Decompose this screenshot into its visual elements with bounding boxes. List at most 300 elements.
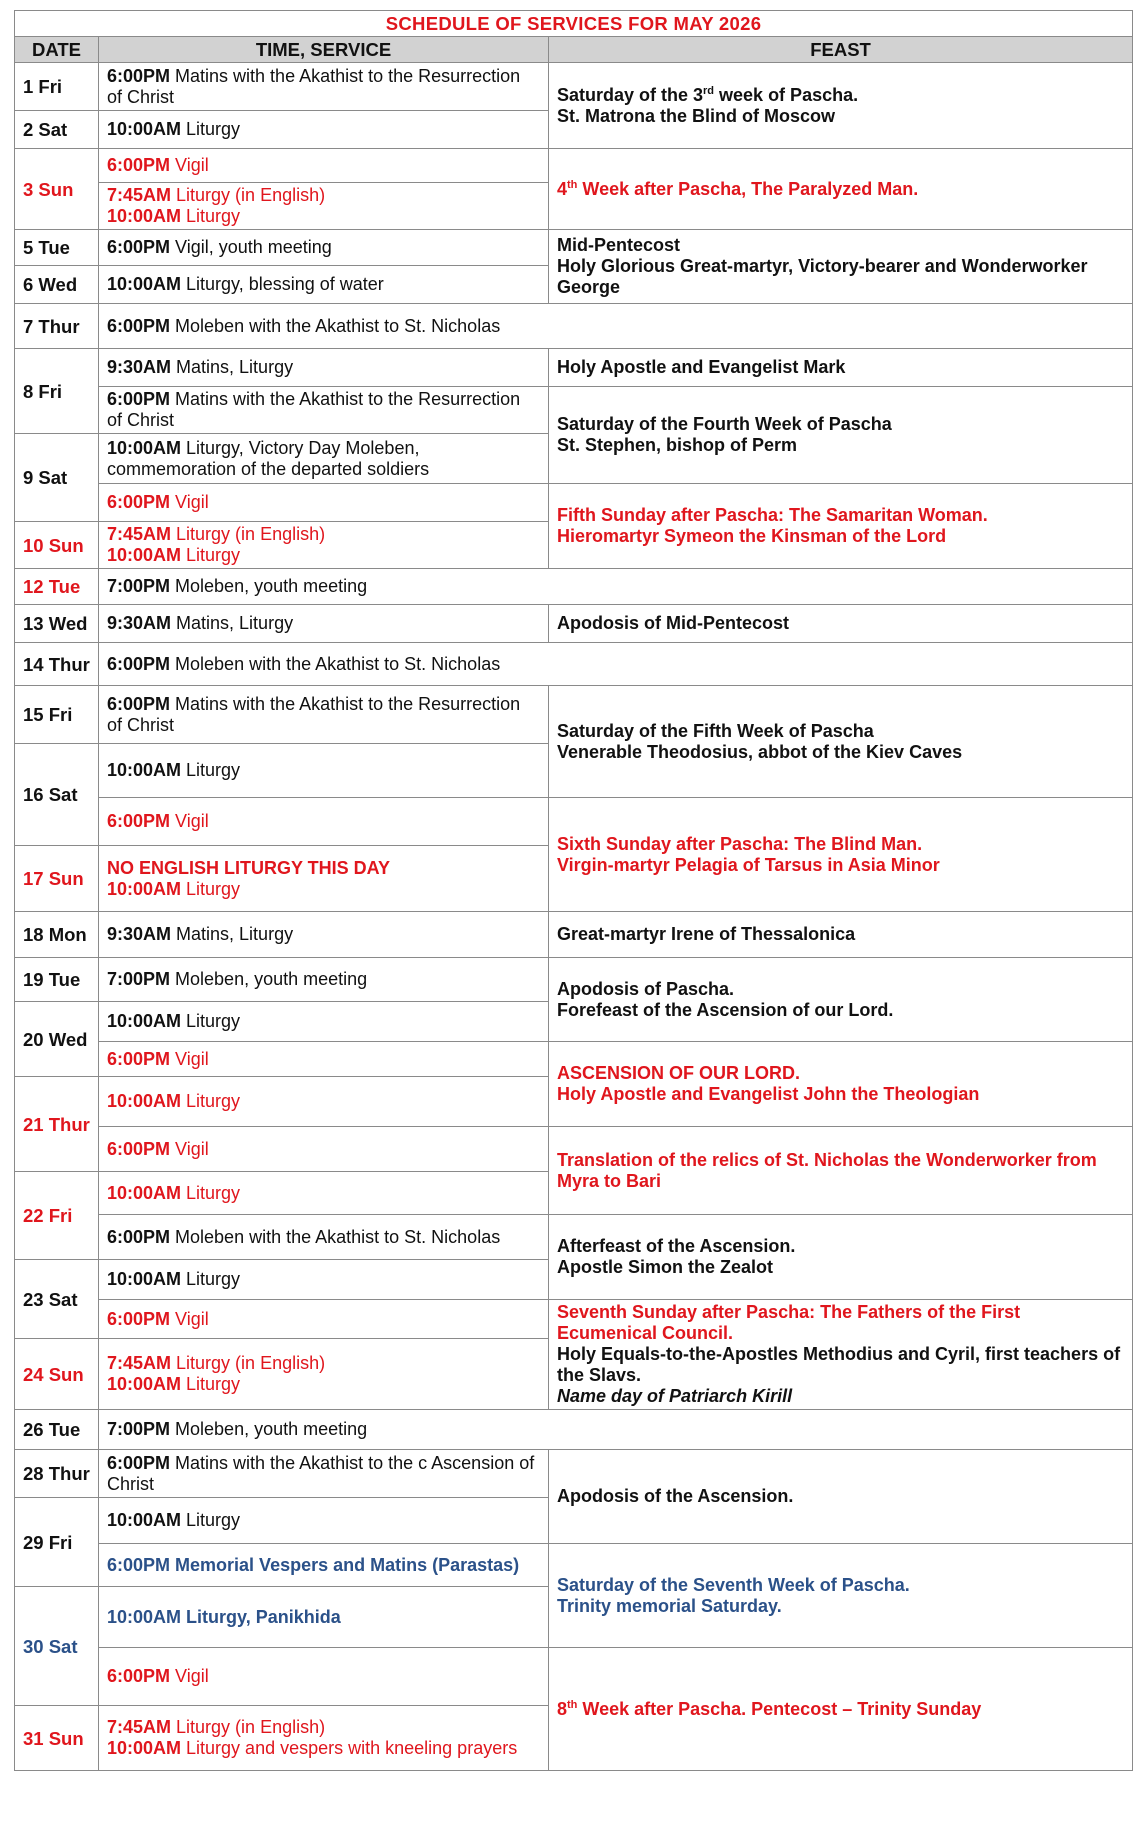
service-cell bbox=[99, 63, 549, 111]
schedule-table bbox=[14, 10, 1133, 1771]
feast-text: Apostle Simon the Zealot bbox=[557, 1257, 774, 1277]
service-line bbox=[107, 576, 1124, 597]
service-cell bbox=[99, 266, 549, 304]
service-name: Liturgy bbox=[181, 545, 241, 565]
service-cell bbox=[99, 1544, 549, 1587]
date-cell: 1 Fri bbox=[15, 63, 99, 111]
service-name: Liturgy (in English) bbox=[171, 1717, 326, 1737]
service-cell bbox=[99, 1498, 549, 1544]
service-line bbox=[107, 879, 540, 900]
service-time: 10:00AM bbox=[107, 274, 182, 294]
service-line bbox=[107, 811, 540, 832]
service-line bbox=[107, 1738, 540, 1759]
service-time: 10:00AM bbox=[107, 119, 182, 139]
service-cell bbox=[99, 183, 549, 230]
service-name: Vigil bbox=[170, 492, 209, 512]
date-cell: 28 Thur bbox=[15, 1450, 99, 1498]
feast-line bbox=[557, 414, 1124, 435]
feast-text: ASCENSION OF OUR LORD. bbox=[557, 1063, 801, 1083]
service-name: Moleben with the Akathist to St. Nicholas bbox=[170, 653, 501, 674]
schedule-row bbox=[15, 1450, 1133, 1498]
date-cell: 26 Tue bbox=[15, 1410, 99, 1450]
feast-cell bbox=[549, 149, 1133, 230]
feast-line bbox=[557, 924, 1124, 945]
feast-line bbox=[557, 256, 1124, 298]
schedule-row bbox=[15, 149, 1133, 183]
service-cell bbox=[99, 1648, 549, 1706]
feast-line bbox=[557, 106, 1124, 127]
feast-text: Saturday of the Seventh Week of Pascha. bbox=[557, 1574, 910, 1595]
service-line bbox=[107, 274, 540, 295]
service-time: 10:00AM bbox=[107, 1738, 182, 1758]
service-cell bbox=[99, 522, 549, 569]
schedule-row bbox=[15, 686, 1133, 744]
service-line bbox=[107, 924, 540, 945]
service-line bbox=[107, 1309, 540, 1330]
service-line bbox=[107, 1374, 540, 1395]
date-cell: 29 Fri bbox=[15, 1498, 99, 1587]
feast-line bbox=[557, 834, 1124, 855]
date-cell: 13 Wed bbox=[15, 605, 99, 643]
feast-text: Apodosis of Mid-Pentecost bbox=[557, 613, 790, 633]
feast-line bbox=[557, 1486, 1124, 1507]
service-cell bbox=[99, 230, 549, 266]
service-cell bbox=[99, 1215, 549, 1260]
title-row bbox=[15, 11, 1133, 37]
service-name: Liturgy bbox=[181, 1091, 241, 1111]
date-cell: 7 Thur bbox=[15, 304, 99, 349]
service-cell bbox=[99, 484, 549, 522]
service-name: Liturgy bbox=[181, 119, 241, 139]
schedule-row bbox=[15, 484, 1133, 522]
date-cell: 19 Tue bbox=[15, 958, 99, 1002]
date-cell: 10 Sun bbox=[15, 522, 99, 569]
service-line bbox=[107, 66, 540, 108]
schedule-row bbox=[15, 349, 1133, 387]
service-line bbox=[107, 438, 540, 480]
feast-line bbox=[557, 1386, 1124, 1407]
feast-line bbox=[557, 1150, 1124, 1192]
service-time: 6:00PM bbox=[107, 1308, 171, 1329]
service-time: 6:00PM bbox=[107, 1138, 171, 1159]
service-time: 10:00AM bbox=[107, 206, 182, 226]
feast-text: week of Pascha. bbox=[714, 84, 859, 105]
feast-text: Apodosis of the Ascension. bbox=[557, 1486, 794, 1506]
feast-cell bbox=[549, 1215, 1133, 1300]
schedule-title: SCHEDULE OF SERVICES FOR MAY 2026 bbox=[15, 11, 1133, 37]
feast-cell bbox=[549, 1042, 1133, 1127]
feast-cell bbox=[549, 686, 1133, 798]
feast-line bbox=[557, 85, 1124, 106]
service-time: 9:30AM bbox=[107, 613, 172, 633]
service-time: 6:00PM bbox=[107, 653, 171, 674]
schedule-row bbox=[15, 958, 1133, 1002]
service-time: 7:00PM bbox=[107, 1419, 171, 1439]
service-time: 10:00AM bbox=[107, 1091, 182, 1111]
feast-text: Seventh Sunday after Pascha: The Fathers of the First Ecumenical Council. bbox=[557, 1302, 1021, 1343]
feast-line bbox=[557, 1000, 1124, 1021]
service-name: Liturgy (in English) bbox=[171, 524, 326, 544]
schedule-row bbox=[15, 798, 1133, 846]
feast-text: Saturday of the Fourth Week of Pascha bbox=[557, 414, 892, 434]
service-time: 10:00AM bbox=[107, 878, 182, 899]
schedule-row bbox=[15, 230, 1133, 266]
service-cell bbox=[99, 569, 1133, 605]
schedule-row bbox=[15, 912, 1133, 958]
feast-cell bbox=[549, 230, 1133, 304]
feast-text: St. Matrona the Blind of Moscow bbox=[557, 105, 835, 126]
service-name: Liturgy bbox=[181, 1374, 241, 1395]
service-line bbox=[107, 1139, 540, 1160]
service-time: 6:00PM bbox=[107, 492, 171, 512]
service-time: 7:00PM bbox=[107, 969, 171, 989]
service-line bbox=[107, 694, 540, 736]
schedule-row bbox=[15, 1410, 1133, 1450]
feast-line bbox=[557, 526, 1124, 547]
header-service: TIME, SERVICE bbox=[99, 37, 549, 63]
feast-line bbox=[557, 1257, 1124, 1278]
feast-line bbox=[557, 1236, 1124, 1257]
feast-text: Holy Equals-to-the-Apostles Methodius and Cyril, first teachers of the Slavs. bbox=[557, 1344, 1121, 1385]
feast-text: Forefeast of the Ascension of our Lord. bbox=[557, 999, 894, 1020]
service-name: Liturgy bbox=[181, 1269, 241, 1289]
service-line bbox=[107, 237, 540, 258]
date-cell: 24 Sun bbox=[15, 1339, 99, 1410]
service-line bbox=[107, 1717, 540, 1738]
date-cell: 17 Sun bbox=[15, 846, 99, 912]
service-line bbox=[107, 206, 540, 227]
date-cell: 22 Fri bbox=[15, 1172, 99, 1260]
service-time: 10:00AM bbox=[107, 1269, 182, 1289]
date-cell: 5 Tue bbox=[15, 230, 99, 266]
date-cell: 31 Sun bbox=[15, 1706, 99, 1771]
service-name: Liturgy, Panikhida bbox=[181, 1606, 341, 1627]
schedule-row bbox=[15, 605, 1133, 643]
service-name: Liturgy bbox=[181, 1510, 241, 1530]
feast-sup: th bbox=[567, 178, 578, 191]
service-cell bbox=[99, 686, 549, 744]
service-cell bbox=[99, 304, 1133, 349]
service-cell bbox=[99, 744, 549, 798]
service-cell bbox=[99, 605, 549, 643]
service-name: NO ENGLISH LITURGY THIS DAY bbox=[107, 857, 391, 878]
date-cell: 18 Mon bbox=[15, 912, 99, 958]
service-time: 6:00PM bbox=[107, 1452, 171, 1473]
service-cell bbox=[99, 1002, 549, 1042]
service-name: Liturgy, Victory Day Moleben, commemoration of the departed soldiers bbox=[107, 437, 430, 479]
schedule-row bbox=[15, 1544, 1133, 1587]
service-time: 6:00PM bbox=[107, 1666, 171, 1686]
date-cell: 8 Fri bbox=[15, 349, 99, 434]
feast-text: Great-martyr Irene of Thessalonica bbox=[557, 924, 856, 944]
service-name: Vigil bbox=[170, 1308, 209, 1329]
feast-text: Saturday of the Fifth Week of Pascha bbox=[557, 720, 874, 741]
service-name: Matins, Liturgy bbox=[171, 357, 294, 377]
header-row bbox=[15, 37, 1133, 63]
feast-line bbox=[557, 1699, 1124, 1720]
service-name: Moleben, youth meeting bbox=[170, 1419, 368, 1439]
service-time: 6:00PM bbox=[107, 1554, 171, 1575]
feast-line bbox=[557, 855, 1124, 876]
service-line bbox=[107, 1183, 540, 1204]
service-time: 6:00PM bbox=[107, 693, 171, 714]
service-time: 10:00AM bbox=[107, 1182, 182, 1203]
feast-line bbox=[557, 357, 1124, 378]
service-time: 10:00AM bbox=[107, 437, 182, 458]
service-line bbox=[107, 969, 540, 990]
feast-cell bbox=[549, 63, 1133, 149]
service-time: 10:00AM bbox=[107, 1011, 182, 1031]
service-line bbox=[107, 613, 540, 634]
schedule-row bbox=[15, 569, 1133, 605]
service-line bbox=[107, 155, 540, 176]
date-cell: 21 Thur bbox=[15, 1077, 99, 1172]
schedule-row bbox=[15, 1042, 1133, 1077]
feast-cell bbox=[549, 958, 1133, 1042]
feast-text: Holy Apostle and Evangelist Mark bbox=[557, 357, 846, 377]
service-line bbox=[107, 1227, 540, 1248]
service-cell bbox=[99, 912, 549, 958]
service-name: Liturgy bbox=[181, 206, 241, 226]
service-line bbox=[107, 1607, 540, 1628]
date-cell: 12 Tue bbox=[15, 569, 99, 605]
service-name: Liturgy bbox=[181, 878, 241, 899]
service-line bbox=[107, 119, 540, 140]
service-cell bbox=[99, 1260, 549, 1300]
service-time: 7:00PM bbox=[107, 576, 171, 596]
feast-line bbox=[557, 1596, 1124, 1617]
date-cell: 23 Sat bbox=[15, 1260, 99, 1339]
feast-line bbox=[557, 613, 1124, 634]
service-cell bbox=[99, 434, 549, 484]
feast-line bbox=[557, 721, 1124, 742]
service-cell bbox=[99, 1706, 549, 1771]
service-cell bbox=[99, 1042, 549, 1077]
service-time: 10:00AM bbox=[107, 1606, 182, 1627]
date-cell: 30 Sat bbox=[15, 1587, 99, 1706]
service-name: Liturgy and vespers with kneeling prayers bbox=[181, 1738, 518, 1758]
feast-line bbox=[557, 505, 1124, 526]
date-cell: 20 Wed bbox=[15, 1002, 99, 1077]
service-time: 10:00AM bbox=[107, 1374, 182, 1395]
service-name: Vigil bbox=[170, 155, 209, 175]
service-time: 7:45AM bbox=[107, 185, 172, 205]
feast-text: Trinity memorial Saturday. bbox=[557, 1595, 782, 1616]
feast-cell bbox=[549, 1127, 1133, 1215]
feast-text: Virgin-martyr Pelagia of Tarsus in Asia Minor bbox=[557, 854, 940, 875]
feast-line bbox=[557, 979, 1124, 1000]
service-line bbox=[107, 545, 540, 566]
feast-cell bbox=[549, 1300, 1133, 1410]
date-cell: 9 Sat bbox=[15, 434, 99, 522]
feast-text: 4 bbox=[557, 178, 568, 199]
feast-line bbox=[557, 1084, 1124, 1105]
service-time: 6:00PM bbox=[107, 1048, 171, 1069]
service-cell bbox=[99, 798, 549, 846]
feast-text: Hieromartyr Symeon the Kinsman of the Lord bbox=[557, 526, 947, 546]
service-time: 10:00AM bbox=[107, 1510, 182, 1530]
feast-text: Holy Glorious Great-martyr, Victory-bearer and Wonderworker George bbox=[557, 256, 1088, 297]
service-name: Matins with the Akathist to the Resurrection of Christ bbox=[107, 65, 521, 107]
feast-sup: th bbox=[567, 1698, 578, 1711]
feast-text: Venerable Theodosius, abbot of the Kiev Caves bbox=[557, 741, 963, 762]
service-cell bbox=[99, 349, 549, 387]
schedule-row bbox=[15, 63, 1133, 111]
feast-cell bbox=[549, 912, 1133, 958]
service-time: 7:45AM bbox=[107, 1717, 172, 1737]
schedule-row bbox=[15, 1648, 1133, 1706]
service-name: Matins, Liturgy bbox=[171, 924, 294, 944]
feast-text: Holy Apostle and Evangelist John the Theologian bbox=[557, 1084, 980, 1104]
service-cell bbox=[99, 387, 549, 434]
feast-line bbox=[557, 235, 1124, 256]
service-cell bbox=[99, 643, 1133, 686]
service-cell bbox=[99, 1127, 549, 1172]
service-line bbox=[107, 1419, 1124, 1440]
service-line bbox=[107, 858, 540, 879]
service-time: 7:45AM bbox=[107, 524, 172, 544]
feast-text: Name day of Patriarch Kirill bbox=[557, 1386, 793, 1406]
service-cell bbox=[99, 1300, 549, 1339]
feast-line bbox=[557, 742, 1124, 763]
date-cell: 14 Thur bbox=[15, 643, 99, 686]
service-time: 6:00PM bbox=[107, 315, 171, 336]
feast-line bbox=[557, 435, 1124, 456]
feast-text: 8 bbox=[557, 1698, 568, 1719]
service-name: Matins with the Akathist to the c Ascension of Christ bbox=[107, 1452, 535, 1494]
feast-text: Fifth Sunday after Pascha: The Samaritan Woman. bbox=[557, 505, 988, 525]
service-cell bbox=[99, 1339, 549, 1410]
feast-cell bbox=[549, 349, 1133, 387]
feast-line bbox=[557, 1344, 1124, 1386]
service-name: Vigil bbox=[170, 1666, 209, 1686]
service-name: Moleben, youth meeting bbox=[170, 969, 368, 989]
date-cell: 3 Sun bbox=[15, 149, 99, 230]
schedule-row bbox=[15, 1127, 1133, 1172]
service-line bbox=[107, 1091, 540, 1112]
feast-text: Saturday of the 3 bbox=[557, 84, 704, 105]
service-name: Vigil, youth meeting bbox=[170, 237, 332, 257]
service-line bbox=[107, 1555, 540, 1576]
feast-line bbox=[557, 1063, 1124, 1084]
service-name: Liturgy (in English) bbox=[171, 185, 326, 205]
service-line bbox=[107, 1269, 540, 1290]
service-line bbox=[107, 1666, 540, 1687]
service-line bbox=[107, 316, 1124, 337]
feast-text: Week after Pascha. Pentecost – Trinity Sunday bbox=[577, 1698, 982, 1719]
service-name: Vigil bbox=[170, 1138, 209, 1159]
feast-sup: rd bbox=[703, 84, 715, 97]
schedule-body bbox=[15, 63, 1133, 1771]
service-line bbox=[107, 654, 1124, 675]
header-date: DATE bbox=[15, 37, 99, 63]
service-cell bbox=[99, 846, 549, 912]
service-cell bbox=[99, 1450, 549, 1498]
service-cell bbox=[99, 111, 549, 149]
service-name: Moleben, youth meeting bbox=[170, 576, 368, 596]
service-cell bbox=[99, 149, 549, 183]
feast-cell bbox=[549, 605, 1133, 643]
feast-cell bbox=[549, 1648, 1133, 1771]
feast-text: Sixth Sunday after Pascha: The Blind Man. bbox=[557, 833, 923, 854]
service-time: 6:00PM bbox=[107, 1226, 171, 1247]
feast-text: Translation of the relics of St. Nicholas the Wonderworker from Myra to Bari bbox=[557, 1149, 1097, 1191]
schedule-row bbox=[15, 1300, 1133, 1339]
service-time: 9:30AM bbox=[107, 924, 172, 944]
feast-text: Week after Pascha, The Paralyzed Man. bbox=[577, 178, 919, 199]
date-cell: 2 Sat bbox=[15, 111, 99, 149]
service-line bbox=[107, 1510, 540, 1531]
service-cell bbox=[99, 1077, 549, 1127]
service-name: Memorial Vespers and Matins (Parastas) bbox=[170, 1554, 520, 1575]
service-name: Matins with the Akathist to the Resurrection of Christ bbox=[107, 693, 521, 735]
feast-line bbox=[557, 1575, 1124, 1596]
service-name: Matins with the Akathist to the Resurrection of Christ bbox=[107, 389, 521, 430]
service-time: 10:00AM bbox=[107, 760, 182, 780]
service-name: Moleben with the Akathist to St. Nicholas bbox=[170, 315, 501, 336]
schedule-row bbox=[15, 1215, 1133, 1260]
feast-cell bbox=[549, 387, 1133, 484]
service-time: 6:00PM bbox=[107, 237, 171, 257]
schedule-row bbox=[15, 387, 1133, 434]
service-line bbox=[107, 357, 540, 378]
service-name: Liturgy (in English) bbox=[171, 1353, 326, 1374]
service-name: Vigil bbox=[170, 1048, 209, 1069]
service-time: 7:45AM bbox=[107, 1353, 172, 1374]
feast-text: St. Stephen, bishop of Perm bbox=[557, 435, 798, 455]
service-line bbox=[107, 760, 540, 781]
service-line bbox=[107, 389, 540, 431]
service-name: Liturgy bbox=[181, 760, 241, 780]
service-time: 6:00PM bbox=[107, 65, 171, 86]
date-cell: 16 Sat bbox=[15, 744, 99, 846]
service-name: Moleben with the Akathist to St. Nicholas bbox=[170, 1226, 501, 1247]
service-time: 10:00AM bbox=[107, 545, 182, 565]
service-cell bbox=[99, 958, 549, 1002]
schedule-row bbox=[15, 304, 1133, 349]
feast-cell bbox=[549, 1544, 1133, 1648]
feast-cell bbox=[549, 798, 1133, 912]
service-name: Liturgy bbox=[181, 1011, 241, 1031]
service-line bbox=[107, 1453, 540, 1495]
service-name: Liturgy bbox=[181, 1182, 241, 1203]
service-line bbox=[107, 1049, 540, 1070]
service-name: Liturgy, blessing of water bbox=[181, 274, 384, 294]
service-name: Vigil bbox=[170, 811, 209, 831]
schedule-row bbox=[15, 643, 1133, 686]
service-time: 6:00PM bbox=[107, 389, 171, 409]
feast-text: Afterfeast of the Ascension. bbox=[557, 1236, 796, 1256]
service-line bbox=[107, 1353, 540, 1374]
service-cell bbox=[99, 1587, 549, 1648]
service-line bbox=[107, 524, 540, 545]
header-feast: FEAST bbox=[549, 37, 1133, 63]
feast-line bbox=[557, 1302, 1124, 1344]
service-name: Matins, Liturgy bbox=[171, 613, 294, 633]
service-time: 9:30AM bbox=[107, 357, 172, 377]
service-time: 6:00PM bbox=[107, 155, 171, 175]
feast-cell bbox=[549, 1450, 1133, 1544]
service-line bbox=[107, 185, 540, 206]
feast-text: Mid-Pentecost bbox=[557, 235, 681, 255]
feast-cell bbox=[549, 484, 1133, 569]
service-cell bbox=[99, 1410, 1133, 1450]
feast-line bbox=[557, 179, 1124, 200]
service-line bbox=[107, 492, 540, 513]
service-cell bbox=[99, 1172, 549, 1215]
service-time: 6:00PM bbox=[107, 811, 171, 831]
service-line bbox=[107, 1011, 540, 1032]
